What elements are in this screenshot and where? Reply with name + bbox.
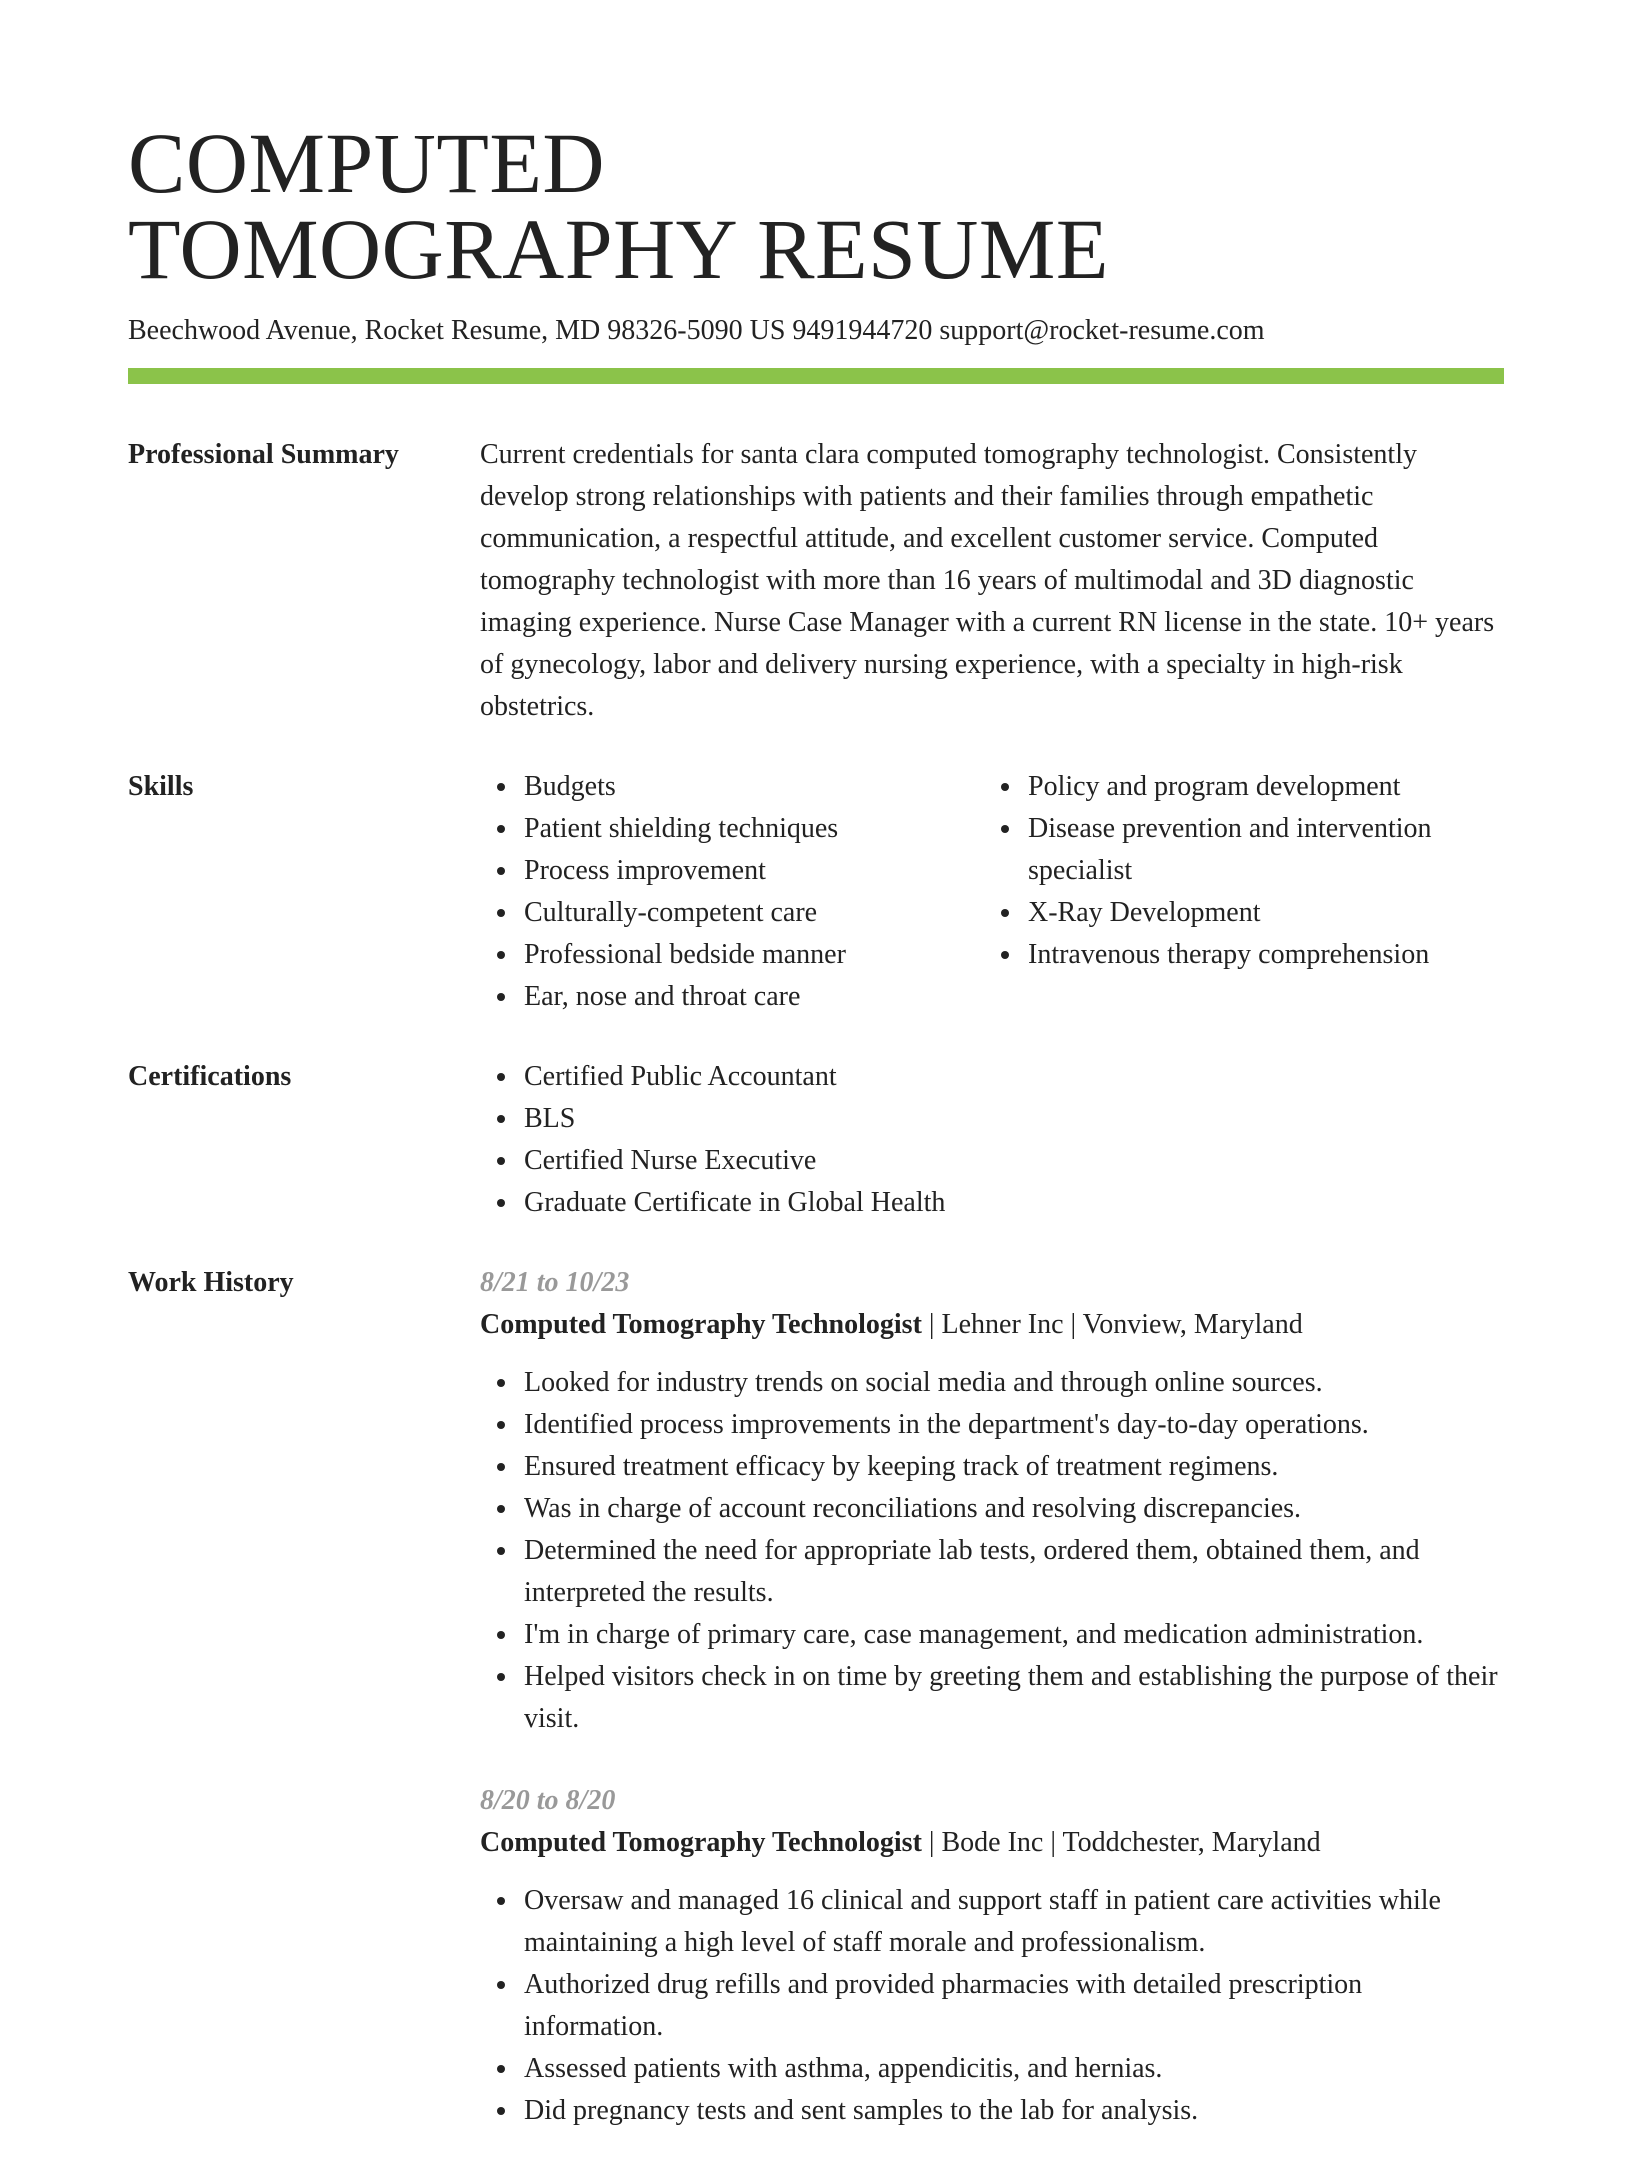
job-entry bbox=[480, 1262, 1504, 1740]
contact-phone: 9491944720 bbox=[792, 315, 933, 346]
skill-item: Ear, nose and throat care bbox=[524, 976, 984, 1018]
job-title: Computed Tomography Technologist bbox=[480, 1827, 922, 1858]
skill-item: Intravenous therapy comprehension bbox=[1028, 934, 1488, 976]
skill-item: Budgets bbox=[524, 766, 984, 808]
job-duty-item: Ensured treatment efficacy by keeping track of treatment regimens. bbox=[524, 1446, 1504, 1488]
skill-item: Professional bedside manner bbox=[524, 934, 984, 976]
job-duties-list bbox=[480, 1362, 1504, 1740]
contact-address: Beechwood Avenue, Rocket Resume, MD 98326-5090 US bbox=[128, 315, 786, 346]
certification-item: Graduate Certificate in Global Health bbox=[524, 1182, 1504, 1224]
resume-page bbox=[128, 115, 1504, 2172]
certifications-heading: Certifications bbox=[128, 1061, 292, 1092]
work-history-heading: Work History bbox=[128, 1267, 294, 1298]
skills-section bbox=[128, 766, 1504, 1018]
skills-list-right bbox=[984, 766, 1488, 976]
job-duty-item: Assessed patients with asthma, appendicitis, and hernias. bbox=[524, 2048, 1504, 2090]
job-company-location: | Lehner Inc | Vonview, Maryland bbox=[921, 1309, 1303, 1340]
skills-list-left bbox=[480, 766, 984, 1018]
resume-title-line-2: TOMOGRAPHY RESUME bbox=[128, 201, 1109, 297]
certification-item: Certified Nurse Executive bbox=[524, 1140, 1504, 1182]
job-company-location: | Bode Inc | Toddchester, Maryland bbox=[921, 1827, 1321, 1858]
job-duty-item: Determined the need for appropriate lab tests, ordered them, obtained them, and interpreted the results. bbox=[524, 1530, 1504, 1614]
job-duty-item: Did pregnancy tests and sent samples to the lab for analysis. bbox=[524, 2090, 1504, 2132]
summary-text: Current credentials for santa clara computed tomography technologist. Consistently develop strong relationships with patients and their families through empathetic communication, a respectful attitude, and excellent customer service. Computed tomography technologist with more than 16 years of multimodal and 3D diagnostic imaging experience. Nurse Case Manager with a current RN license in the state. 10+ years of gynecology, labor and delivery nursing experience, with a specialty in high-risk obstetrics. bbox=[480, 439, 1495, 722]
job-header bbox=[480, 1304, 1504, 1346]
job-duty-item: Looked for industry trends on social media and through online sources. bbox=[524, 1362, 1504, 1404]
summary-section bbox=[128, 434, 1504, 728]
contact-email: support@rocket-resume.com bbox=[939, 315, 1265, 346]
resume-title-line-1: COMPUTED bbox=[128, 115, 606, 211]
certifications-list bbox=[480, 1056, 1504, 1224]
certification-item: BLS bbox=[524, 1098, 1504, 1140]
skill-item: Disease prevention and intervention specialist bbox=[1028, 808, 1488, 892]
job-title: Computed Tomography Technologist bbox=[480, 1309, 922, 1340]
skill-item: X-Ray Development bbox=[1028, 892, 1488, 934]
job-duty-item: I'm in charge of primary care, case management, and medication administration. bbox=[524, 1614, 1504, 1656]
job-dates: 8/21 to 10/23 bbox=[480, 1267, 630, 1298]
job-entry bbox=[480, 1780, 1504, 2132]
skills-heading: Skills bbox=[128, 771, 194, 802]
summary-heading: Professional Summary bbox=[128, 439, 399, 470]
job-duty-item: Was in charge of account reconciliations and resolving discrepancies. bbox=[524, 1488, 1504, 1530]
certifications-section bbox=[128, 1056, 1504, 1224]
job-dates: 8/20 to 8/20 bbox=[480, 1785, 616, 1816]
job-header bbox=[480, 1822, 1504, 1864]
accent-divider bbox=[128, 368, 1504, 384]
contact-line bbox=[128, 314, 1504, 348]
certification-item: Certified Public Accountant bbox=[524, 1056, 1504, 1098]
skill-item: Process improvement bbox=[524, 850, 984, 892]
job-duty-item: Identified process improvements in the department's day-to-day operations. bbox=[524, 1404, 1504, 1446]
skill-item: Patient shielding techniques bbox=[524, 808, 984, 850]
job-duties-list bbox=[480, 1880, 1504, 2132]
skill-item: Policy and program development bbox=[1028, 766, 1488, 808]
job-duty-item: Helped visitors check in on time by greeting them and establishing the purpose of their visit. bbox=[524, 1656, 1504, 1740]
resume-title bbox=[128, 115, 1504, 297]
job-duty-item: Oversaw and managed 16 clinical and support staff in patient care activities while maintaining a high level of staff morale and professionalism. bbox=[524, 1880, 1504, 1964]
job-duty-item: Authorized drug refills and provided pharmacies with detailed prescription information. bbox=[524, 1964, 1504, 2048]
work-history-section bbox=[128, 1262, 1504, 2172]
skill-item: Culturally-competent care bbox=[524, 892, 984, 934]
